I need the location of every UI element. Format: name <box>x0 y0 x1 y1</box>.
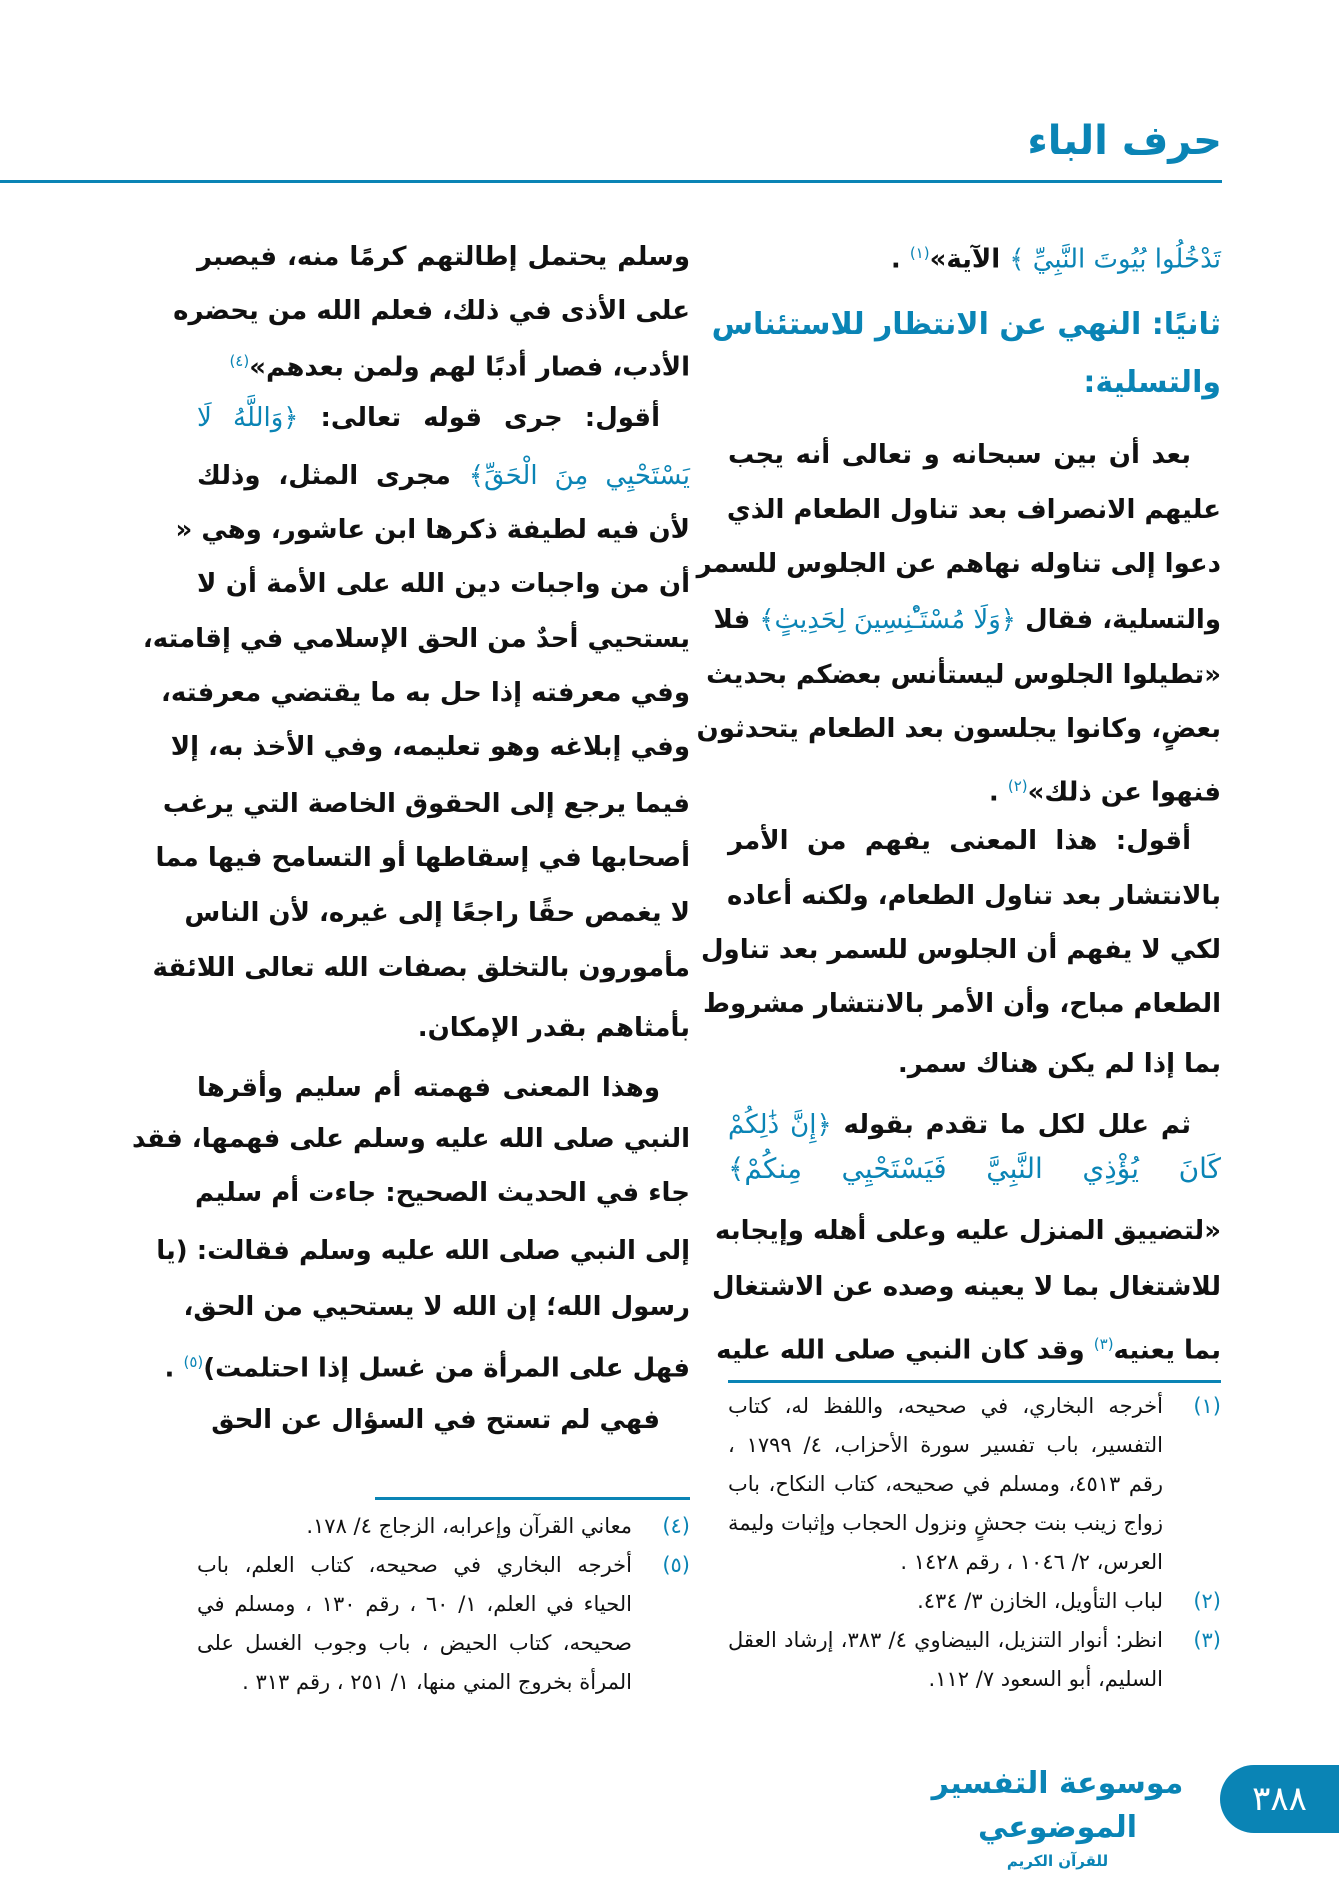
text: بما يعنيه <box>1113 1335 1221 1366</box>
text-line: مأمورون بالتخلق بصفات الله تعالى اللائقة <box>152 953 690 983</box>
footnotes-left <box>197 1507 690 1702</box>
text: والتسلية، فقال <box>1016 605 1221 635</box>
text: . <box>164 1353 184 1384</box>
footnote-separator <box>728 1380 1221 1383</box>
section-heading: والتسلية: <box>1083 365 1221 400</box>
text-line: بما إذا لم يكن هناك سمر. <box>897 1049 1221 1079</box>
text-line: رسول الله؛ إن الله لا يستحيي من الحق، <box>183 1292 690 1322</box>
quran-quote: كَانَ يُؤْذِي النَّبِيَّ فَيَسْتَحْيِي مِنكُمْ﴾ <box>728 1152 1221 1185</box>
footnote-4 <box>197 1507 690 1546</box>
footnote-text: معاني القرآن وإعرابه، الزجاج ٤/ ١٧٨. <box>306 1514 632 1538</box>
footnote-3 <box>728 1621 1221 1699</box>
text-line: فهي لم تستح في السؤال عن الحق <box>211 1405 660 1435</box>
text: الآية» <box>929 244 1010 275</box>
header-rule <box>0 180 1222 183</box>
text-line: النبي صلى الله عليه وسلم على فهمها، فقد <box>131 1124 690 1154</box>
encyclopedia-logo <box>930 1762 1185 1872</box>
text-line <box>713 593 1221 647</box>
text: وقد كان النبي صلى الله عليه <box>716 1335 1094 1366</box>
text-line: لكي لا يفهم أن الجلوس للسمر بعد تناول <box>701 935 1221 965</box>
text-line: بأمثاهم بقدر الإمكان. <box>417 1013 690 1043</box>
text-line: يستحيي أحدٌ من الحق الإسلامي في إقامته، <box>142 624 690 654</box>
text-line: دعوا إلى تناوله نهاهم عن الجلوس للسمر <box>696 549 1221 579</box>
footnote-ref[interactable]: (٤) <box>229 352 250 370</box>
text-line <box>164 1335 690 1389</box>
text-line: وسلم يحتمل إطالتهم كرمًا منه، فيصبر <box>197 242 690 272</box>
footnote-ref[interactable]: (١) <box>909 244 930 262</box>
text-line: أن من واجبات دين الله على الأمة أن لا <box>197 569 690 599</box>
text: فهل على المرأة من غسل إذا احتلمت) <box>203 1353 690 1384</box>
text-line: وفي معرفته إذا حل به ما يقتضي معرفته، <box>161 678 690 708</box>
footnote-text: أخرجه البخاري في صحيحه، كتاب العلم، باب الحياء في العلم، ١/ ٦٠ ، رقم ١٣٠ ، ومسلم في صحيحه، كتاب الحيض ، باب وجوب الغسل على المرأة بخروج المني منها، ١/ ٢٥١ ، رقم ٣١٣ . <box>197 1553 632 1694</box>
text: فلا <box>713 605 760 635</box>
quran-quote: ﴿إِنَّ ذَٰلِكُمْ <box>728 1110 832 1140</box>
footnote-text: انظر: أنوار التنزيل، البيضاوي ٤/ ٣٨٣، إرشاد العقل السليم، أبو السعود ٧/ ١١٢. <box>728 1628 1163 1691</box>
footnote-1 <box>728 1387 1221 1582</box>
footnotes-right <box>728 1387 1221 1699</box>
text-line: أقول: هذا المعنى يفهم من الأمر <box>728 826 1191 856</box>
footnote-2 <box>728 1582 1221 1621</box>
text: أقول: جرى قوله تعالى: <box>298 403 660 433</box>
quran-quote: ﴿وَاللَّهُ لَا <box>197 403 299 433</box>
footnote-number: (٣) <box>1193 1628 1221 1652</box>
text-line <box>197 391 690 445</box>
text-line: إلى النبي صلى الله عليه وسلم فقالت: (يا <box>156 1236 690 1266</box>
chapter-title: حرف الباء <box>1027 118 1222 164</box>
text-line: وهذا المعنى فهمته أم سليم وأقرها <box>197 1073 660 1103</box>
text-line: للاشتغال بما لا يعينه وصده عن الاشتغال <box>711 1272 1221 1302</box>
text-line <box>716 1317 1221 1371</box>
page-number: ٣٨٨ <box>1220 1765 1339 1833</box>
logo-title: موسوعة التفسير الموضوعي <box>931 1766 1184 1845</box>
text-line: «تطيلوا الجلوس ليستأنس بعضكم بحديث <box>706 660 1221 690</box>
text-line: «لتضييق المنزل عليه وعلى أهله وإيجابه <box>715 1216 1221 1246</box>
text-line: بعضٍ، وكانوا يجلسون بعد الطعام يتحدثون <box>696 714 1221 744</box>
text-line: عليهم الانصراف بعد تناول الطعام الذي <box>726 495 1221 525</box>
text: ثم علل لكل ما تقدم بقوله <box>831 1110 1191 1140</box>
footnote-separator <box>375 1497 690 1500</box>
footnote-number: (٤) <box>662 1514 690 1538</box>
text: مجرى المثل، وذلك <box>197 461 469 491</box>
text-line: بالانتشار بعد تناول الطعام، ولكنه أعاده <box>727 881 1221 911</box>
footnote-text: أخرجه البخاري، في صحيحه، واللفظ له، كتاب التفسير، باب تفسير سورة الأحزاب، ٤/ ١٧٩٩ ، رقم ٤٥١٣، ومسلم في صحيحه، كتاب النكاح، باب زواج زينب بنت جحشٍ ونزول الحجاب وإثبات وليمة العرس، ٢/ ١٠٤٦ ، رقم ١٤٢٨ . <box>728 1394 1163 1574</box>
footnote-5 <box>197 1546 690 1702</box>
footnote-number: (٢) <box>1193 1589 1221 1613</box>
section-heading: ثانيًا: النهي عن الانتظار للاستئناس <box>711 307 1221 342</box>
text-line <box>728 759 1221 813</box>
text-line: لا يغمص حقًا راجعًا إلى غيره، لأن الناس <box>184 898 690 928</box>
text: فنهوا عن ذلك» <box>1027 777 1221 808</box>
footnote-number: (٥) <box>662 1553 690 1577</box>
quran-quote: ﴿وَلَا مُسْتَـْٔنِسِينَ لِحَدِيثٍ﴾ <box>759 605 1017 635</box>
text-line <box>728 226 1221 280</box>
text-line: فيما يرجع إلى الحقوق الخاصة التي يرغب <box>162 789 690 819</box>
text-line: بعد أن بين سبحانه و تعالى أنه يجب <box>728 440 1191 470</box>
quran-quote: تَدْخُلُوا بُيُوتَ النَّبِيِّ ﴾ <box>1009 244 1221 275</box>
text-line: على الأذى في ذلك، فعلم الله من يحضره <box>173 296 690 326</box>
text-line: وفي إبلاغه وهو تعليمه، وفي الأخذ به، إلا <box>170 732 690 762</box>
footnote-ref[interactable]: (٣) <box>1093 1335 1114 1353</box>
text-line <box>197 334 690 388</box>
quran-quote: يَسْتَحْيِي مِنَ الْحَقِّ﴾ <box>468 461 690 491</box>
text: الأدب، فصار أدبًا لهم ولمن بعدهم» <box>249 352 690 383</box>
text-line: لأن فيه لطيفة ذكرها ابن عاشور، وهي « <box>175 515 690 545</box>
text-line <box>197 449 690 503</box>
footnote-ref[interactable]: (٥) <box>183 1353 204 1371</box>
text-line: جاء في الحديث الصحيح: جاءت أم سليم <box>194 1178 690 1208</box>
footnote-text: لباب التأويل، الخازن ٣/ ٤٣٤. <box>917 1589 1163 1613</box>
text-line: الطعام مباح، وأن الأمر بالانتشار مشروط <box>703 989 1221 1019</box>
footnote-ref[interactable]: (٢) <box>1007 777 1028 795</box>
text: . <box>988 777 1008 808</box>
text-line: أصحابها في إسقاطها أو التسامح فيها مما <box>155 843 690 873</box>
text: . <box>890 244 910 275</box>
logo-subtitle: للقرآن الكريم <box>1006 1852 1109 1870</box>
footnote-number: (١) <box>1193 1394 1221 1418</box>
